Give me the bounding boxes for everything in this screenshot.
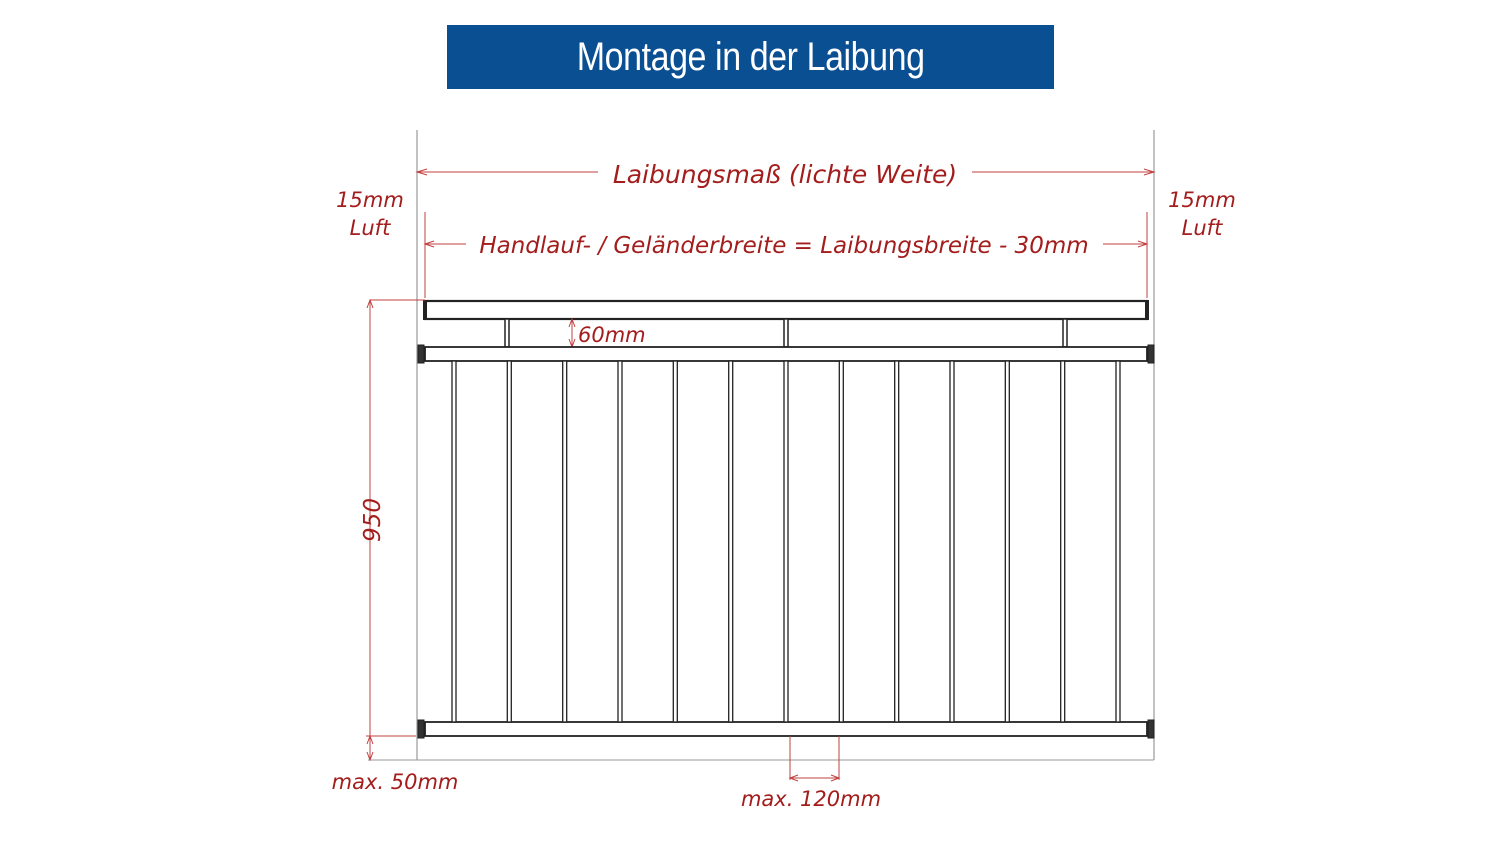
clear-width-label: Laibungsmaß (lichte Weite): [612, 160, 958, 189]
vertical-bar: [1116, 361, 1120, 722]
gap-left-word: Luft: [349, 216, 391, 240]
bracket-bottom-left: [418, 720, 424, 738]
bracket-top-left: [418, 345, 424, 363]
gap-right-value: 15mm: [1168, 188, 1236, 212]
vertical-bar: [618, 361, 622, 722]
handrail-post: [505, 319, 509, 347]
railing-width-label: Handlauf- / Geländerbreite = Laibungsbreite - 30mm: [479, 233, 1089, 259]
bar-spacing-dimension: [790, 736, 839, 781]
bottom-gap-dimension: [367, 736, 373, 760]
vertical-bar: [1005, 361, 1009, 722]
vertical-bar: [563, 361, 567, 722]
vertical-bar: [895, 361, 899, 722]
vertical-bar: [1061, 361, 1065, 722]
vertical-bar: [507, 361, 511, 722]
handrail-post: [1063, 319, 1067, 347]
height-label: 950: [360, 498, 386, 542]
vertical-bar: [452, 361, 456, 722]
bracket-top-right: [1148, 345, 1154, 363]
vertical-bar: [784, 361, 788, 722]
gap-right-word: Luft: [1181, 216, 1223, 240]
bracket-bottom-right: [1148, 720, 1154, 738]
bar-spacing-label: max. 120mm: [740, 787, 882, 811]
vertical-bar: [950, 361, 954, 722]
handrail-offset-dimension: [569, 319, 575, 347]
handrail-post: [784, 319, 788, 347]
bottom-gap-label: max. 50mm: [331, 770, 459, 794]
bottom-rail: [425, 722, 1147, 736]
gap-left-value: 15mm: [336, 188, 404, 212]
handrail-offset-label: 60mm: [578, 323, 646, 347]
vertical-bar: [673, 361, 677, 722]
top-rail: [425, 347, 1147, 361]
page-title: Montage in der Laibung: [576, 34, 925, 79]
vertical-bar: [729, 361, 733, 722]
handrail: [425, 301, 1147, 319]
vertical-bars: [452, 361, 1120, 722]
vertical-bar: [839, 361, 843, 722]
